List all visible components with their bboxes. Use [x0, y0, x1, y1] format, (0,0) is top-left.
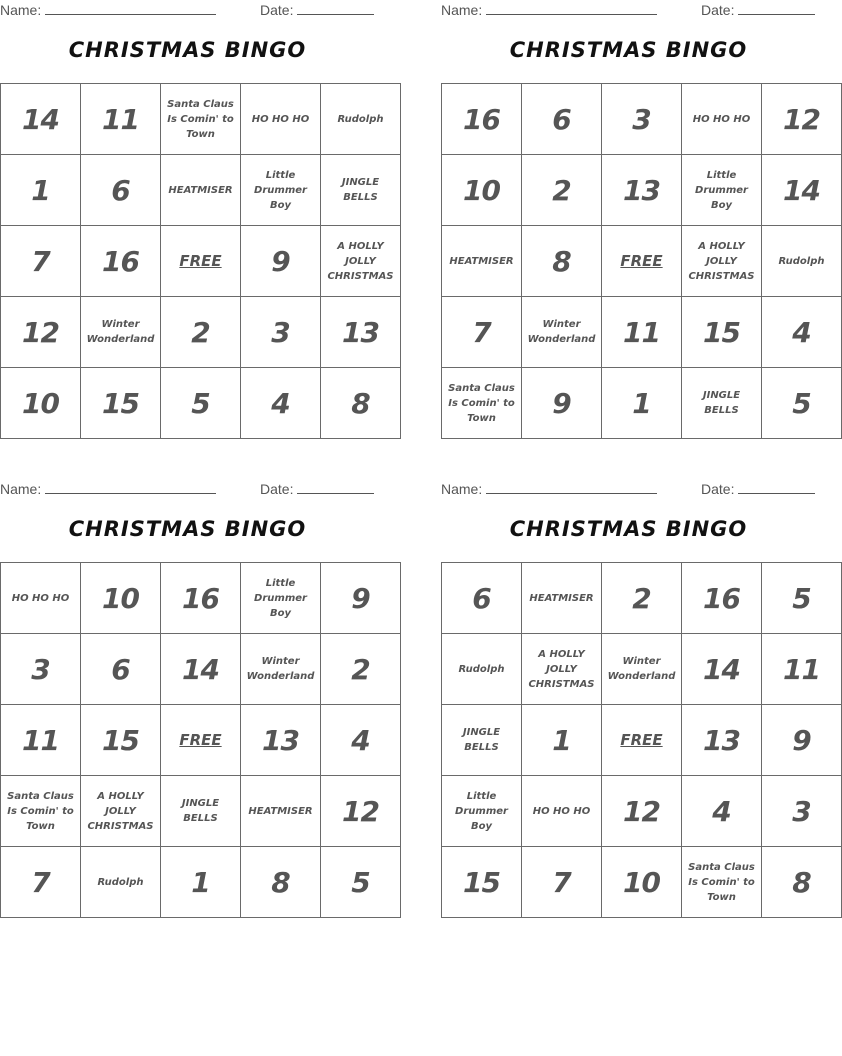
date-blank-line: [738, 481, 815, 494]
bingo-phrase-cell: Little Drummer Boy: [241, 563, 321, 634]
bingo-row: [442, 368, 842, 439]
bingo-number-cell: 13: [602, 155, 682, 226]
date-field: [701, 2, 815, 18]
bingo-row: [1, 847, 401, 918]
date-field: [701, 481, 815, 497]
bingo-row: [1, 634, 401, 705]
bingo-row: [442, 155, 842, 226]
name-blank-line: [486, 2, 657, 15]
date-label: Date:: [701, 2, 735, 18]
card-header-fields: [0, 2, 375, 20]
bingo-card: [0, 0, 394, 440]
bingo-number-cell: 10: [1, 368, 81, 439]
bingo-phrase-cell: HEATMISER: [522, 563, 602, 634]
bingo-phrase-cell: A HOLLY JOLLY CHRISTMAS: [81, 776, 161, 847]
bingo-row: [1, 297, 401, 368]
bingo-number-cell: 1: [602, 368, 682, 439]
bingo-row: [442, 776, 842, 847]
bingo-phrase-cell: JINGLE BELLS: [442, 705, 522, 776]
bingo-number-cell: 4: [762, 297, 842, 368]
bingo-number-cell: 4: [682, 776, 762, 847]
bingo-phrase-cell: Rudolph: [81, 847, 161, 918]
bingo-grid: [0, 83, 401, 439]
name-field: [0, 2, 216, 18]
bingo-number-cell: 3: [1, 634, 81, 705]
bingo-phrase-cell: HEATMISER: [241, 776, 321, 847]
bingo-row: [1, 563, 401, 634]
name-field: [441, 481, 657, 497]
card-title: CHRISTMAS BINGO: [68, 38, 307, 62]
bingo-row: [442, 705, 842, 776]
bingo-row: [442, 634, 842, 705]
bingo-row: [1, 368, 401, 439]
date-blank-line: [738, 2, 815, 15]
bingo-number-cell: 15: [81, 705, 161, 776]
bingo-number-cell: 11: [81, 84, 161, 155]
bingo-number-cell: 10: [81, 563, 161, 634]
bingo-row: [1, 84, 401, 155]
bingo-row: [1, 155, 401, 226]
bingo-phrase-cell: Winter Wonderland: [602, 634, 682, 705]
bingo-row: [442, 84, 842, 155]
name-field: [0, 481, 216, 497]
card-title: CHRISTMAS BINGO: [68, 517, 307, 541]
bingo-number-cell: 3: [762, 776, 842, 847]
free-space-cell: FREE: [161, 226, 241, 297]
bingo-phrase-cell: Winter Wonderland: [81, 297, 161, 368]
bingo-number-cell: 1: [161, 847, 241, 918]
bingo-number-cell: 1: [522, 705, 602, 776]
bingo-number-cell: 7: [1, 226, 81, 297]
bingo-number-cell: 4: [321, 705, 401, 776]
bingo-phrase-cell: HEATMISER: [442, 226, 522, 297]
bingo-phrase-cell: Winter Wonderland: [241, 634, 321, 705]
date-label: Date:: [701, 481, 735, 497]
name-field: [441, 2, 657, 18]
bingo-number-cell: 14: [762, 155, 842, 226]
date-blank-line: [297, 481, 374, 494]
bingo-card: [441, 479, 820, 919]
bingo-row: [1, 705, 401, 776]
name-blank-line: [45, 2, 216, 15]
bingo-number-cell: 2: [602, 563, 682, 634]
bingo-phrase-cell: HO HO HO: [1, 563, 81, 634]
bingo-row: [442, 847, 842, 918]
bingo-number-cell: 6: [81, 634, 161, 705]
name-label: Name:: [0, 481, 42, 497]
bingo-card: [441, 0, 825, 440]
bingo-number-cell: 4: [241, 368, 321, 439]
name-blank-line: [45, 481, 216, 494]
bingo-number-cell: 6: [81, 155, 161, 226]
bingo-number-cell: 13: [241, 705, 321, 776]
date-field: [260, 2, 374, 18]
card-header-fields: [441, 481, 816, 499]
bingo-grid: [441, 562, 842, 918]
bingo-number-cell: 14: [1, 84, 81, 155]
bingo-number-cell: 12: [1, 297, 81, 368]
bingo-phrase-cell: HO HO HO: [241, 84, 321, 155]
bingo-number-cell: 5: [762, 563, 842, 634]
bingo-number-cell: 14: [682, 634, 762, 705]
bingo-phrase-cell: Santa Claus Is Comin' to Town: [161, 84, 241, 155]
bingo-number-cell: 13: [321, 297, 401, 368]
bingo-number-cell: 8: [762, 847, 842, 918]
card-header-fields: [441, 2, 816, 20]
bingo-phrase-cell: Santa Claus Is Comin' to Town: [1, 776, 81, 847]
free-space-cell: FREE: [161, 705, 241, 776]
bingo-row: [442, 563, 842, 634]
bingo-phrase-cell: Rudolph: [762, 226, 842, 297]
bingo-phrase-cell: Santa Claus Is Comin' to Town: [442, 368, 522, 439]
bingo-phrase-cell: Little Drummer Boy: [682, 155, 762, 226]
bingo-number-cell: 9: [762, 705, 842, 776]
bingo-number-cell: 14: [161, 634, 241, 705]
bingo-number-cell: 12: [602, 776, 682, 847]
name-label: Name:: [441, 481, 483, 497]
bingo-number-cell: 9: [241, 226, 321, 297]
bingo-number-cell: 6: [522, 84, 602, 155]
bingo-row: [1, 776, 401, 847]
bingo-number-cell: 15: [682, 297, 762, 368]
bingo-number-cell: 8: [241, 847, 321, 918]
name-blank-line: [486, 481, 657, 494]
bingo-row: [442, 226, 842, 297]
bingo-phrase-cell: JINGLE BELLS: [321, 155, 401, 226]
free-space-cell: FREE: [602, 705, 682, 776]
bingo-number-cell: 10: [602, 847, 682, 918]
card-title: CHRISTMAS BINGO: [509, 517, 748, 541]
bingo-number-cell: 12: [321, 776, 401, 847]
bingo-number-cell: 1: [1, 155, 81, 226]
bingo-number-cell: 5: [321, 847, 401, 918]
bingo-phrase-cell: Winter Wonderland: [522, 297, 602, 368]
date-label: Date:: [260, 481, 294, 497]
bingo-number-cell: 11: [762, 634, 842, 705]
bingo-number-cell: 3: [602, 84, 682, 155]
bingo-number-cell: 16: [161, 563, 241, 634]
bingo-grid: [0, 562, 401, 918]
bingo-number-cell: 8: [522, 226, 602, 297]
bingo-phrase-cell: HO HO HO: [522, 776, 602, 847]
bingo-number-cell: 7: [442, 297, 522, 368]
bingo-number-cell: 10: [442, 155, 522, 226]
card-header-fields: [0, 481, 375, 499]
bingo-number-cell: 11: [602, 297, 682, 368]
bingo-phrase-cell: A HOLLY JOLLY CHRISTMAS: [522, 634, 602, 705]
free-space-cell: FREE: [602, 226, 682, 297]
bingo-phrase-cell: HO HO HO: [682, 84, 762, 155]
date-blank-line: [297, 2, 374, 15]
bingo-number-cell: 13: [682, 705, 762, 776]
bingo-number-cell: 11: [1, 705, 81, 776]
bingo-number-cell: 16: [682, 563, 762, 634]
bingo-number-cell: 7: [522, 847, 602, 918]
bingo-phrase-cell: JINGLE BELLS: [682, 368, 762, 439]
date-field: [260, 481, 374, 497]
bingo-number-cell: 16: [442, 84, 522, 155]
bingo-phrase-cell: A HOLLY JOLLY CHRISTMAS: [682, 226, 762, 297]
bingo-card: [0, 479, 379, 919]
bingo-phrase-cell: A HOLLY JOLLY CHRISTMAS: [321, 226, 401, 297]
bingo-number-cell: 16: [81, 226, 161, 297]
bingo-number-cell: 7: [1, 847, 81, 918]
bingo-number-cell: 12: [762, 84, 842, 155]
date-label: Date:: [260, 2, 294, 18]
bingo-number-cell: 6: [442, 563, 522, 634]
bingo-phrase-cell: Little Drummer Boy: [241, 155, 321, 226]
bingo-number-cell: 5: [161, 368, 241, 439]
bingo-phrase-cell: Little Drummer Boy: [442, 776, 522, 847]
name-label: Name:: [0, 2, 42, 18]
bingo-number-cell: 9: [321, 563, 401, 634]
bingo-row: [1, 226, 401, 297]
bingo-number-cell: 2: [321, 634, 401, 705]
bingo-phrase-cell: Rudolph: [442, 634, 522, 705]
bingo-phrase-cell: Rudolph: [321, 84, 401, 155]
bingo-grid: [441, 83, 842, 439]
name-label: Name:: [441, 2, 483, 18]
bingo-phrase-cell: JINGLE BELLS: [161, 776, 241, 847]
bingo-row: [442, 297, 842, 368]
bingo-phrase-cell: Santa Claus Is Comin' to Town: [682, 847, 762, 918]
bingo-number-cell: 2: [522, 155, 602, 226]
bingo-number-cell: 9: [522, 368, 602, 439]
bingo-number-cell: 5: [762, 368, 842, 439]
card-title: CHRISTMAS BINGO: [509, 38, 748, 62]
bingo-number-cell: 15: [81, 368, 161, 439]
bingo-number-cell: 2: [161, 297, 241, 368]
bingo-number-cell: 8: [321, 368, 401, 439]
bingo-number-cell: 15: [442, 847, 522, 918]
bingo-number-cell: 3: [241, 297, 321, 368]
bingo-phrase-cell: HEATMISER: [161, 155, 241, 226]
